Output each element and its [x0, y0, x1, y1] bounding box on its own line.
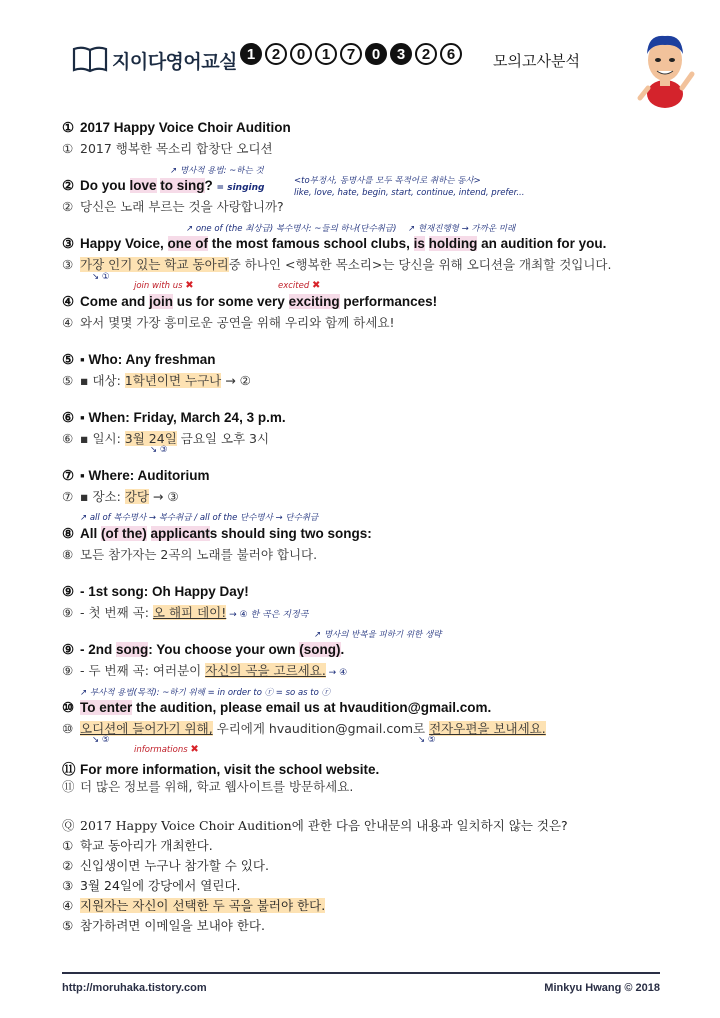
- sentence-en: [62, 120, 291, 136]
- sentence-en: [62, 468, 210, 484]
- highlight: song: [116, 642, 149, 657]
- option-number: ②: [62, 858, 74, 873]
- header: [0, 0, 720, 110]
- sentence-text: [147, 526, 151, 541]
- sentence-en: [62, 584, 249, 600]
- sentence-text: ▪ Who: Any freshman: [80, 352, 216, 367]
- option-text: 3월 24일에 강당에서 열린다.: [80, 878, 241, 893]
- translation-text: - 첫 번째 곡:: [80, 605, 153, 620]
- sentence-text: - 2nd: [80, 642, 116, 657]
- question-text: 에 관한 다음 안내문의 내용과 일치하지 않는 것은?: [291, 818, 568, 833]
- sentence-number: ⑦: [62, 468, 75, 483]
- translation-text: 더 많은 정보를 위해, 학교 웹사이트를 방문하세요.: [80, 779, 354, 794]
- annotation: ↗ all of 복수명사 → 복수취급 / all of the 단수명사 → 단수취급: [80, 513, 319, 523]
- sentence-number: ①: [62, 120, 75, 135]
- annotation: → ④: [325, 668, 348, 678]
- highlight: 전자우편을 보내세요.: [429, 721, 546, 736]
- question-text: 2017 Happy Voice Choir Audition: [80, 818, 292, 833]
- sentence-en: [62, 642, 344, 658]
- sentence-text: ▪ When: Friday, March 24, 3 p.m.: [80, 410, 286, 425]
- sentence-ko: [62, 719, 546, 737]
- sentence-number: ④: [62, 315, 74, 330]
- sentence-number: ⑤: [62, 352, 75, 367]
- translation-text: 우리에게 hvaudition@gmail.com로: [212, 721, 430, 736]
- sentence-number: ⑥: [62, 431, 74, 446]
- annotation-text: join with us: [134, 281, 183, 291]
- highlight: join: [149, 294, 174, 309]
- translation-text: 2017 행복한 목소리 합창단 오디션: [80, 141, 273, 156]
- sentence-ko: [62, 545, 317, 563]
- option-number: ③: [62, 878, 74, 893]
- sentence-en: [62, 294, 437, 310]
- highlight: is: [413, 236, 425, 251]
- exam-digit: 2: [265, 43, 287, 65]
- sentence-en: [62, 526, 372, 542]
- sentence-text: an audition for you.: [477, 236, 607, 251]
- sentence-number: ⑪: [62, 762, 76, 777]
- annotation: ↗ 현재진행형 → 가까운 미래: [408, 224, 516, 234]
- question-marker: Ⓠ: [62, 818, 75, 833]
- sentence-ko: [62, 255, 611, 273]
- sentence-number: ⑥: [62, 410, 75, 425]
- sentence-ko: [62, 313, 395, 331]
- translation-text: 금요일 오후 3시: [176, 431, 270, 446]
- translation-text: 당신은 노래 부르는 것을 사랑합니까?: [80, 199, 284, 214]
- option-number: ⑤: [62, 918, 74, 933]
- annotation: <to부정사, 동명사를 모두 목적어로 취하는 동사>: [294, 176, 481, 186]
- annotation: ↘ ③: [150, 445, 168, 455]
- answer-option[interactable]: [62, 876, 241, 894]
- sentence-number: ⑤: [62, 373, 74, 388]
- question-stem: [62, 816, 568, 834]
- annotation: ↗ 명사적 용법: ~하는 것: [170, 166, 264, 176]
- document-title: 모의고사분석: [493, 52, 580, 70]
- highlight: love: [129, 178, 157, 193]
- answer-option[interactable]: [62, 916, 265, 934]
- sentence-en: [62, 758, 379, 778]
- highlight: 강당: [124, 489, 149, 504]
- annotation-text: informations: [134, 745, 188, 755]
- sentence-en: [62, 178, 264, 194]
- sentence-number: ②: [62, 199, 74, 214]
- option-number: ①: [62, 838, 74, 853]
- highlight: 오 해피 데이!: [152, 605, 227, 620]
- annotation: [134, 280, 194, 291]
- annotation: = singing: [216, 183, 265, 193]
- translation-text: → ③: [148, 489, 179, 504]
- sentence-number: ⑧: [62, 547, 74, 562]
- sentence-text: ?: [204, 178, 213, 193]
- translation-text: ▪ 장소:: [80, 489, 125, 504]
- highlight: 오디션에 들어가기 위해,: [80, 721, 213, 736]
- sentence-text: .: [340, 642, 345, 657]
- sentence-number: ⑩: [62, 700, 75, 715]
- sentence-text: ▪ Where: Auditorium: [80, 468, 210, 483]
- sentence-number: ③: [62, 236, 75, 251]
- sentence-number: ⑪: [62, 779, 75, 794]
- translation-text: ▪ 일시:: [80, 431, 125, 446]
- sentence-text: ,: [406, 236, 414, 251]
- highlight: 가장 인기 있는 학교 동아리: [80, 257, 229, 272]
- highlight: exciting: [288, 294, 340, 309]
- option-text: 학교 동아리가 개최한다.: [80, 838, 213, 853]
- highlight: 자신의 곡을 고르세요.: [205, 663, 326, 678]
- sentence-text: Do you: [80, 178, 130, 193]
- highlight: 1학년이면 누구나: [124, 373, 222, 388]
- exam-digit: 1: [315, 43, 337, 65]
- sentence-text: Happy Voice,: [80, 236, 168, 251]
- cross-icon: ✖: [185, 280, 194, 291]
- exam-digit: 2: [415, 43, 437, 65]
- exam-digit: 6: [440, 43, 462, 65]
- sentence-ko: [62, 139, 273, 157]
- option-text: 참가하려면 이메일을 보내야 한다.: [80, 918, 265, 933]
- sentence-en: [62, 700, 491, 716]
- annotation: [134, 744, 199, 755]
- sentence-number: ③: [62, 257, 74, 272]
- annotation: ↘ ⑤: [92, 735, 110, 745]
- sentence-ko: [62, 603, 308, 621]
- translation-text: - 두 번째 곡: 여러분이: [80, 663, 206, 678]
- annotation: → ④ 한 곡은 지정곡: [226, 610, 309, 620]
- footer-url[interactable]: http://moruhaka.tistory.com: [62, 982, 207, 994]
- sentence-number: ⑦: [62, 489, 74, 504]
- option-text: 신입생이면 누구나 참가할 수 있다.: [80, 858, 269, 873]
- annotation: ↗ 부사적 용법(목적): ~하기 위해 = in order to ⓡ = so as to ⓡ: [80, 688, 331, 698]
- sentence-ko: [62, 197, 284, 215]
- sentence-number: ⑨: [62, 642, 75, 657]
- sentence-text: All: [80, 526, 102, 541]
- sentence-text: - 1st song: Oh Happy Day!: [80, 584, 249, 599]
- cross-icon: ✖: [190, 744, 199, 755]
- footer-author: Minkyu Hwang © 2018: [544, 982, 660, 994]
- annotation-text: excited: [278, 281, 310, 291]
- sentence-number: ②: [62, 178, 75, 193]
- option-number: ④: [62, 898, 74, 913]
- answer-option[interactable]: [62, 836, 213, 854]
- sentence-en: [62, 236, 606, 252]
- footer-divider: [62, 972, 660, 974]
- highlight: applicant: [150, 526, 210, 541]
- annotation: ↗ one of (the 최상급) 복수명사: ~들의 하나(단수취급): [186, 224, 397, 234]
- highlight: (of the): [101, 526, 147, 541]
- highlight: one of: [167, 236, 209, 251]
- sentence-ko: [62, 487, 179, 505]
- exam-digit: 0: [365, 43, 387, 65]
- highlight: s: [209, 526, 218, 541]
- answer-option-correct[interactable]: [62, 896, 325, 914]
- sentence-ko: [62, 371, 251, 389]
- option-text: 지원자는 자신이 선택한 두 곡을 불러야 한다.: [80, 898, 326, 913]
- sentence-number: ⑨: [62, 605, 74, 620]
- sentence-en: [62, 352, 216, 368]
- answer-option[interactable]: [62, 856, 269, 874]
- exam-digit: 3: [390, 43, 412, 65]
- exam-code: [240, 43, 462, 65]
- sentence-ko: [62, 661, 347, 679]
- annotation: ↘ ⑤: [418, 735, 436, 745]
- sentence-text: should sing two songs:: [217, 526, 372, 541]
- sentence-text: the audition, please email us at hvaudition@gmail.com.: [132, 700, 492, 715]
- translation-text: ▪ 대상:: [80, 373, 125, 388]
- highlight: (song): [299, 642, 341, 657]
- sentence-text: For more information, visit the school website.: [80, 762, 380, 777]
- sentence-number: ⑩: [62, 721, 74, 736]
- sentence-ko: [62, 777, 353, 795]
- sentence-number: ⑧: [62, 526, 75, 541]
- annotation: [278, 280, 320, 291]
- highlight: holding: [428, 236, 478, 251]
- translation-text: → ②: [221, 373, 251, 388]
- exam-digit: 0: [290, 43, 312, 65]
- sentence-en: [62, 410, 286, 426]
- sentence-number: ⑨: [62, 663, 74, 678]
- sentence-number: ④: [62, 294, 75, 309]
- annotation: ↘ ①: [92, 272, 110, 282]
- sentence-text: the most famous school club: [208, 236, 399, 251]
- exam-digit: 1: [240, 43, 262, 65]
- sentence-number: ⑨: [62, 584, 75, 599]
- sentence-text: performances!: [339, 294, 438, 309]
- brand-name: 지이다영어교실: [112, 51, 237, 73]
- highlight: 3월 24일: [124, 431, 177, 446]
- translation-text: 와서 몇몇 가장 흥미로운 공연을 위해 우리와 함께 하세요!: [80, 315, 395, 330]
- translation-text: 모든 참가자는 2곡의 노래를 불러야 합니다.: [80, 547, 318, 562]
- highlight: to sing: [160, 178, 205, 193]
- book-icon: [72, 46, 108, 74]
- sentence-text: : You choose your own: [148, 642, 300, 657]
- highlight: s: [398, 236, 407, 251]
- annotation: ↗ 명사의 반복을 피하기 위한 생략: [314, 630, 442, 640]
- exam-digit: 7: [340, 43, 362, 65]
- annotation: like, love, hate, begin, start, continue, intend, prefer...: [294, 188, 525, 198]
- highlight: To enter: [80, 700, 133, 715]
- sentence-number: ①: [62, 141, 74, 156]
- sentence-text: Come and: [80, 294, 150, 309]
- translation-text: 중 하나인 <행복한 목소리>는 당신을 위해 오디션을 개최할 것입니다.: [228, 257, 612, 272]
- cross-icon: ✖: [311, 280, 321, 291]
- sentence-text: us for some very: [173, 294, 289, 309]
- sentence-text: 2017 Happy Voice Choir Audition: [80, 120, 291, 135]
- cartoon-avatar: [630, 26, 700, 110]
